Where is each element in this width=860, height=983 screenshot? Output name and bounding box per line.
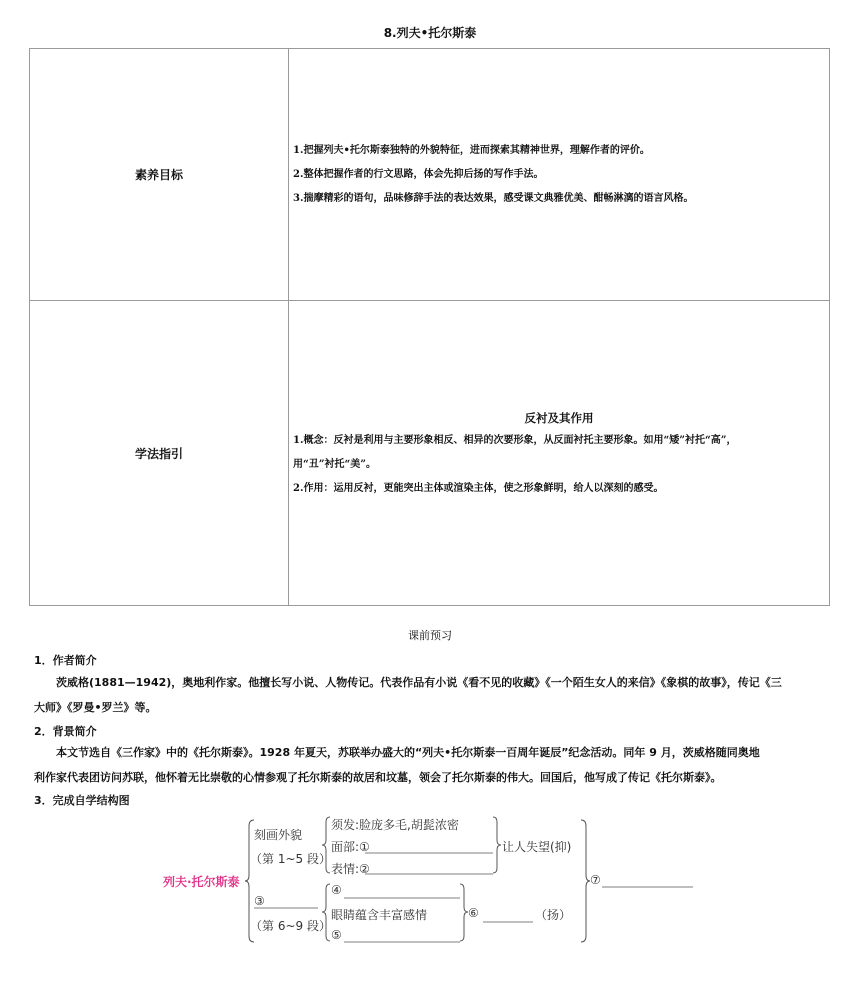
diagram-root: 列夫·托尔斯泰	[163, 875, 240, 889]
preview-title: 课前预习	[408, 629, 452, 642]
page-title: 8.列夫•托尔斯泰	[383, 26, 477, 40]
leaf-eyes: 眼睛蕴含丰富感情	[331, 908, 428, 922]
goal-item-3: 3.揣摩精彩的语句，品味修辞手法的表达效果，感受课文典雅优美、酣畅淋漓的语言风格。	[293, 192, 694, 204]
leaf-5: ⑤	[331, 928, 342, 942]
method-label: 学法指引	[30, 301, 289, 606]
goal-item-2: 2.整体把握作者的行文思路，体会先抑后扬的写作手法。	[293, 168, 544, 180]
branch2-title: ③	[254, 894, 265, 908]
leaf-4: ④	[331, 883, 342, 897]
section-diagram-heading: 3．完成自学结构图	[34, 794, 130, 807]
method-heading: 反衬及其作用	[524, 411, 594, 425]
background-line-1-text: 本文节选自《三作家》中的《托尔斯泰》。1928 年夏天，苏联举办盛大的“列夫•托尔斯泰一百周年诞辰”纪念活动。同年 9 月，茨威格随同奥地	[56, 746, 760, 759]
method-item-1-line-1: 1.概念：反衬是利用与主要形象相反、相异的次要形象，从反面衬托主要形象。如用“矮”衬托“高”，	[293, 435, 737, 446]
author-line-2: 大师》《罗曼•罗兰》等。	[34, 701, 157, 714]
final-bracket	[581, 820, 590, 942]
final-answer: ⑦	[590, 873, 601, 887]
branch1-right-bracket	[493, 817, 501, 873]
section-author-heading: 1．作者简介	[34, 654, 97, 667]
leaf-face: 面部:①	[331, 840, 370, 854]
author-line-1-text: 茨威格(1881—1942)，奥地利作家。他擅长写小说、人物传记。代表作品有小说《看不见的收藏》《一个陌生女人的来信》《象棋的故事》，传记《三	[56, 676, 782, 689]
branch2-range: （第 6~9 段）	[250, 919, 331, 933]
method-item-2: 2.作用：运用反衬，更能突出主体或渲染主体，使之形象鲜明，给人以深刻的感受。	[293, 483, 664, 494]
branch2-right-bracket	[460, 884, 468, 941]
result-2-tail: （扬）	[535, 908, 572, 922]
goals-label: 素养目标	[30, 49, 289, 301]
section-background-heading: 2．背景简介	[34, 725, 97, 738]
result-2-number: ⑥	[468, 906, 479, 920]
goal-item-1: 1.把握列夫•托尔斯泰独特的外貌特征，进而探索其精神世界，理解作者的评价。	[293, 144, 650, 156]
background-line-2: 利作家代表团访问苏联，他怀着无比崇敬的心情参观了托尔斯泰的故居和坟墓，领会了托尔斯泰的伟大。回国后，他写成了传记《托尔斯泰》。	[34, 771, 722, 784]
leaf-expression: 表情:②	[331, 862, 370, 876]
branch1-range: （第 1~5 段）	[250, 852, 331, 866]
leaf-hair: 须发:脸庞多毛,胡髭浓密	[331, 818, 459, 832]
method-item-1-line-2: 用“丑”衬托“美”。	[293, 459, 377, 470]
branch1-title: 刻画外貌	[254, 828, 303, 842]
result-1: 让人失望(抑)	[502, 840, 572, 854]
